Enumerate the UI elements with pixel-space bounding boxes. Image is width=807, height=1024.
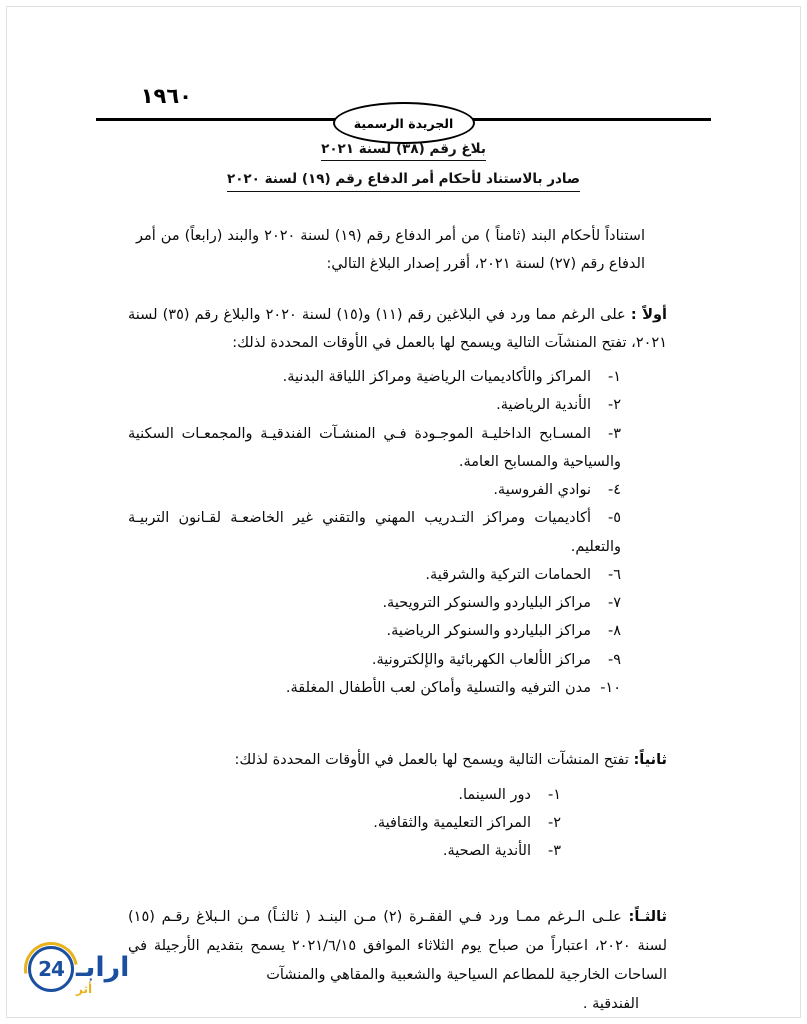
section-third-label: ثالثـاً:	[628, 909, 667, 926]
section-first-label: أولاً :	[630, 306, 667, 323]
list-item-number: ٤-	[607, 482, 621, 499]
list-item	[128, 561, 643, 589]
list-item-text: المراكز والأكاديميات الرياضية ومراكز اللياقة البدنية.	[282, 369, 591, 386]
logo-brand: ارابـ	[76, 952, 130, 983]
list-item	[128, 504, 643, 561]
section-second-head	[128, 746, 667, 774]
list-item-number: ٨-	[607, 623, 621, 640]
title-line-1: بلاغ رقم (٣٨) لسنة ٢٠٢١	[321, 139, 486, 161]
watermark-logo	[18, 942, 208, 1006]
list-item	[128, 363, 643, 391]
list-item	[128, 646, 643, 674]
section-second-text: تفتح المنشآت التالية ويسمح لها بالعمل في الأوقات المحددة لذلك:	[234, 752, 629, 769]
section-first-text: على الرغم مما ورد في البلاغين رقم (١١) و(١٥) لسنة ٢٠٢٠ والبلاغ رقم (٣٥) لسنة ٢٠٢١، تفتح المنشآت التالية ويسمح لها بالعمل في الأوقات المحددة لذلك:	[128, 306, 667, 351]
section-second-list	[128, 781, 583, 866]
list-item-number: ٥-	[607, 510, 621, 527]
list-item	[128, 781, 583, 809]
section-third-text: علـى الـرغم ممـا ورد فـي الفقـرة (٢) مـن البنـد ( ثالثـاً) مـن الـبلاغ رقـم (١٥) لسنة ٢٠٢٠، اعتباراً من صباح يوم الثلاثاء الموافق ٢٠٢١/٦/١٥ يسمح بتقديم الأرجيلة في الساحات الخارجية للمطاعم السياحية والشعبية والمقاهي والمنشآت	[128, 909, 667, 984]
list-item	[128, 617, 643, 645]
section-second-label: ثانياً:	[633, 752, 667, 769]
list-item	[128, 391, 643, 419]
list-item-number: ٣-	[547, 843, 561, 860]
page-header	[0, 40, 807, 131]
list-item	[128, 420, 643, 477]
list-item-text: مراكز البلياردو والسنوكر الترويحية.	[382, 595, 591, 612]
list-item-text: مراكز الألعاب الكهربائية والإلكترونية.	[371, 651, 591, 668]
logo-badge-number: 24	[38, 957, 64, 981]
intro-paragraph: استناداً لأحكام البند (ثامناً ) من أمر الدفاع رقم (١٩) لسنة ٢٠٢٠ والبند (رابعاً) من أمر الدفاع رقم (٢٧) لسنة ٢٠٢١، أقرر إصدار البلاغ التالي:	[136, 228, 645, 273]
document-body	[128, 222, 667, 1019]
list-item-number: ١-	[607, 369, 621, 386]
logo-brand-sub: أثر	[76, 982, 93, 996]
list-item	[128, 837, 583, 865]
title-line-2: صادر بالاستناد لأحكام أمر الدفاع رقم (١٩) لسنة ٢٠٢٠	[227, 169, 580, 191]
list-item-number: ٧-	[607, 595, 621, 612]
list-item-text: مدن الترفيه والتسلية وأماكن لعب الأطفال المغلقة.	[285, 679, 591, 696]
list-item-text: الحمامات التركية والشرقية.	[425, 566, 591, 583]
list-item-text: المراكز التعليمية والثقافية.	[373, 814, 531, 831]
list-item-number: ٦-	[607, 566, 621, 583]
section-first-head	[128, 301, 667, 358]
page-number: ١٩٦٠	[140, 84, 192, 108]
list-item-text: المسـابح الداخليـة الموجـودة فـي المنشـآت الفندقيـة والمجمعـات السكنية والسياحية والمسابح العامة.	[128, 425, 621, 470]
list-item-number: ٩-	[607, 651, 621, 668]
section-third	[128, 903, 667, 1019]
logo-badge-icon	[28, 946, 74, 992]
list-item-number: ٢-	[547, 814, 561, 831]
section-first-list	[128, 363, 643, 702]
list-item-text: الأندية الرياضية.	[496, 397, 591, 414]
section-third-tail: الفندقية .	[582, 996, 639, 1013]
list-item-text: دور السينما.	[458, 786, 531, 803]
document-title	[0, 138, 807, 192]
list-item	[128, 476, 643, 504]
masthead-label: الجريدة الرسمية	[353, 115, 454, 131]
list-item-text: أكاديميات ومراكز التـدريب المهني والتقني غير الخاضعـة لقـانون التربيـة والتعليم.	[128, 510, 621, 555]
list-item-text: مراكز البلياردو والسنوكر الرياضية.	[386, 623, 591, 640]
list-item-number: ١٠-	[600, 679, 621, 696]
list-item-number: ١-	[547, 786, 561, 803]
list-item-text: الأندية الصحية.	[442, 843, 531, 860]
section-first	[128, 301, 667, 703]
section-second	[128, 746, 667, 865]
list-item-number: ٢-	[607, 397, 621, 414]
list-item-text: نوادي الفروسية.	[493, 482, 591, 499]
list-item	[128, 809, 583, 837]
list-item	[128, 589, 643, 617]
list-item	[128, 674, 643, 702]
list-item-number: ٣-	[607, 425, 621, 442]
